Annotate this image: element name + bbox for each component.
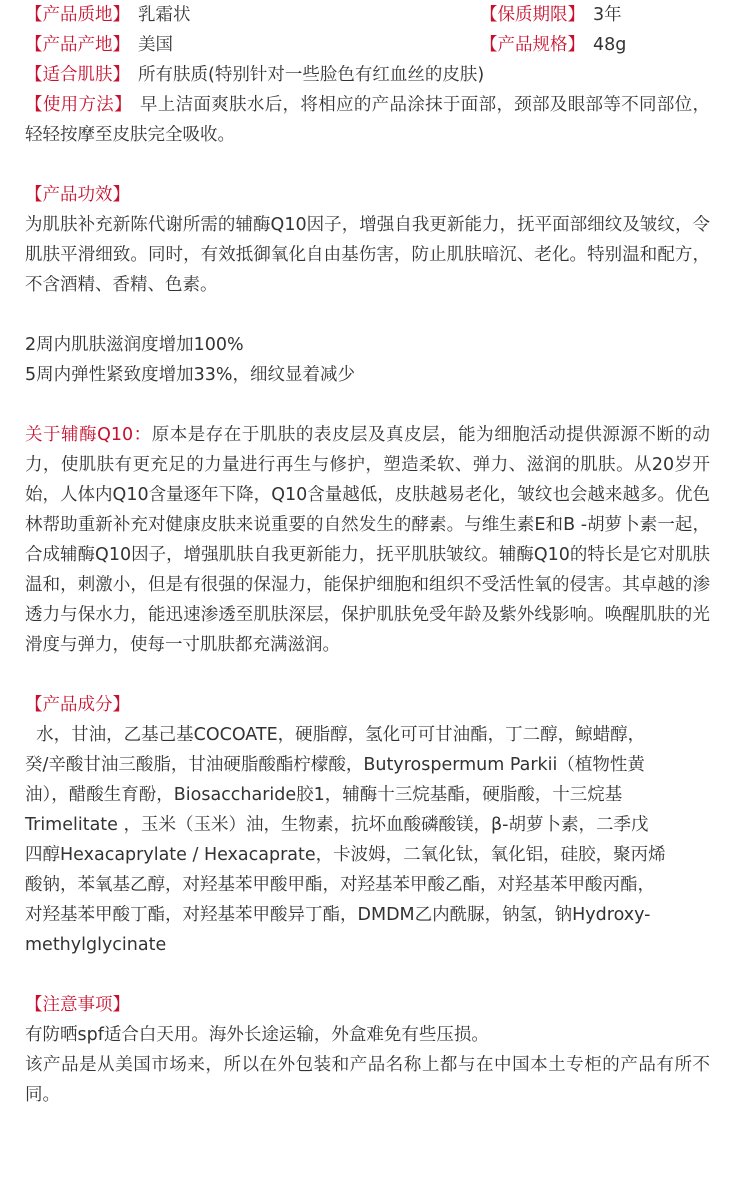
shelf-life-label: 【保质期限】 — [480, 5, 585, 25]
q10-paragraph — [25, 420, 710, 660]
usage-value: 早上洁面爽肤水后，将相应的产品涂抹于面部，颈部及眼部等不同部位，轻轻按摩至皮肤完全吸收。 — [25, 95, 711, 145]
ingredients-line: 酸钠，苯氧基乙醇，对羟基苯甲酸甲酯，对羟基苯甲酸乙酯，对羟基苯甲酸丙酯， — [25, 875, 655, 895]
efficacy-text: 为肌肤补充新陈代谢所需的辅酶Q10因子，增强自我更新能力，抚平面部细纹及皱纹，令肌肤平滑细致。同时，有效抵御氧化自由基伤害，防止肌肤暗沉、老化。特别温和配方，不含酒精、香精、色素。 — [25, 215, 710, 295]
info-row-texture — [25, 0, 710, 30]
spacer — [25, 390, 710, 420]
ingredients-line: 四醇Hexacaprylate / Hexacaprate，卡波姆，二氧化钛，氧化铝，硅胶，聚丙烯 — [25, 845, 666, 865]
origin-value: 美国 — [138, 35, 173, 55]
notes-heading: 【注意事项】 — [25, 995, 130, 1015]
ingredients-list — [25, 720, 710, 960]
origin-label: 【产品产地】 — [25, 35, 130, 55]
info-row-skin — [25, 60, 710, 90]
spec-group — [480, 30, 626, 60]
ingredients-line: Trimelitate ，玉米（玉米）油，生物素，抗坏血酸磷酸镁，β-胡萝卜素，二季戊 — [25, 815, 649, 835]
spacer — [25, 300, 710, 330]
texture-value: 乳霜状 — [138, 5, 191, 25]
notes-line-2: 该产品是从美国市场来，所以在外包装和产品名称上都与在中国本土专柜的产品有所不同。 — [25, 1055, 710, 1105]
result-line-1: 2周内肌肤滋润度增加100% — [25, 335, 244, 355]
product-detail-page — [25, 0, 710, 1110]
q10-label: 关于辅酶Q10： — [25, 425, 152, 445]
spacer — [25, 660, 710, 690]
ingredients-line: 油），醋酸生育酚，Biosaccharide胶1，辅酶十三烷基酯，硬脂酸，十三烷基 — [25, 785, 623, 805]
info-row-origin — [25, 30, 710, 60]
ingredients-heading: 【产品成分】 — [25, 695, 130, 715]
ingredients-line: 水，甘油，乙基己基COCOATE，硬脂醇，氢化可可甘油酯，丁二醇，鲸蜡醇， — [25, 725, 646, 745]
notes-line-1: 有防晒spf适合白天用。海外长途运输，外盒难免有些压损。 — [25, 1025, 489, 1045]
ingredients-line: 对羟基苯甲酸丁酯，对羟基苯甲酸异丁酯，DMDM乙内酰脲，钠氢，钠Hydroxy- — [25, 905, 651, 925]
usage-label: 【使用方法】 — [25, 95, 132, 115]
shelf-life-value: 3年 — [593, 5, 622, 25]
efficacy-heading: 【产品功效】 — [25, 185, 130, 205]
spec-label: 【产品规格】 — [480, 35, 585, 55]
usage-paragraph — [25, 90, 710, 150]
ingredients-line: 癸/辛酸甘油三酸脂，甘油硬脂酸酯柠檬酸，Butyrospermum Parkii（植物性黄 — [25, 755, 645, 775]
spacer — [25, 150, 710, 180]
spec-value: 48g — [593, 35, 627, 55]
skin-value: 所有肤质(特别针对一些脸色有红血丝的皮肤) — [138, 65, 485, 85]
shelf-life-group — [480, 0, 622, 30]
q10-text: 原本是存在于肌肤的表皮层及真皮层，能为细胞活动提供源源不断的动力，使肌肤有更充足的力量进行再生与修护，塑造柔软、弹力、滋润的肌肤。从20岁开始，人体内Q10含量逐年下降，Q10含量越低，皮肤越易老化，皱纹也会越来越多。优色林帮助重新补充对健康皮肤来说重要的自然发生的酵素。与维生素E和B -胡萝卜素一起，合成辅酶Q10因子，增强肌肤自我更新能力，抚平肌肤皱纹。辅酶Q10的特长是它对肌肤温和，刺激小，但是有很强的保湿力，能保护细胞和组织不受活性氧的侵害。其卓越的渗透力与保水力，能迅速渗透至肌肤深层，保护肌肤免受年龄及紫外线影响。唤醒肌肤的光滑度与弹力，使每一寸肌肤都充满滋润。 — [25, 425, 710, 655]
spacer — [25, 960, 710, 990]
skin-label: 【适合肌肤】 — [25, 65, 130, 85]
ingredients-line: methylglycinate — [25, 935, 167, 955]
texture-label: 【产品质地】 — [25, 5, 130, 25]
result-line-2: 5周内弹性紧致度增加33%，细纹显着减少 — [25, 365, 356, 385]
